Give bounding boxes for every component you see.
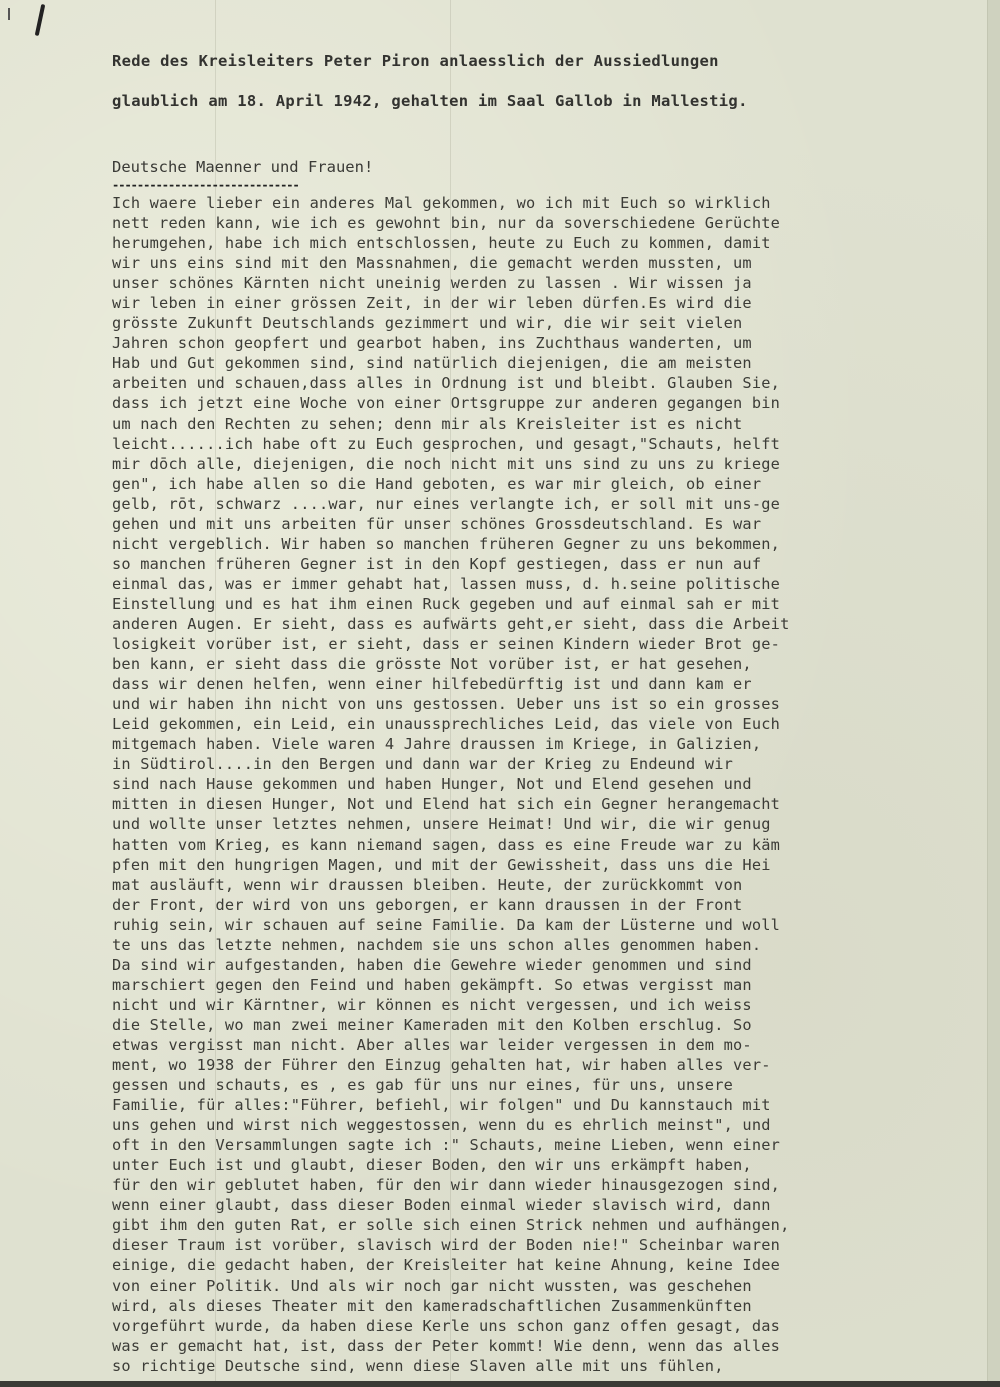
text-line: herumgehen, habe ich mich entschlossen, heute zu Euch zu kommen, damit (112, 234, 771, 253)
text-line: dass wir denen helfen, wenn einer hilfebedürftig ist und dann kam er (112, 675, 752, 694)
text-line: oft in den Versammlungen sagte ich :" Schauts, meine Lieben, wenn einer (112, 1136, 781, 1155)
salutation-underline: ------------------------------ (112, 178, 299, 192)
text-line: Hab und Gut gekommen sind, sind natürlich diejenigen, die am meisten (112, 354, 752, 373)
text-line: sind nach Hause gekommen und haben Hunger, Not und Elend gesehen und (112, 775, 752, 794)
text-line: für den wir geblutet haben, für den wir dann wieder hinausgezogen sind, (112, 1176, 781, 1195)
text-line: leicht......ich habe oft zu Euch gesprochen, und gesagt,"Schauts, helft (112, 434, 781, 453)
document-title-line-2: glaublich am 18. April 1942, gehalten im Saal Gallob in Mallestig. (112, 92, 748, 110)
text-line: vorgeführt wurde, da haben diese Kerle uns schon ganz offen gesagt, das (112, 1316, 781, 1335)
text-line: und wir haben ihn nicht von uns gestossen. Ueber uns ist so ein grosses (112, 695, 781, 714)
text-line: mitten in diesen Hunger, Not und Elend hat sich ein Gegner herangemacht (112, 795, 781, 814)
pen-mark (35, 4, 46, 36)
speech-body (112, 193, 992, 1376)
text-line: nicht und wir Kärntner, wir können es nicht vergessen, und ich weiss (112, 995, 752, 1014)
text-line: mat ausläuft, wenn wir draussen bleiben. Heute, der zurückkommt von (112, 875, 743, 894)
salutation: Deutsche Maenner und Frauen! (112, 158, 374, 176)
text-line: Familie, für alles:"Führer, befiehl, wir folgen" und Du kannstauch mit (112, 1096, 771, 1115)
text-line: und wollte unser letztes nehmen, unsere Heimat! Und wir, die wir genug (112, 815, 771, 834)
text-line: wir leben in einer grössen Zeit, in der wir leben dürfen.Es wird die (112, 294, 752, 313)
text-line: einige, die gedacht haben, der Kreisleiter hat keine Ahnung, keine Idee (112, 1256, 781, 1275)
text-line: wird, als dieses Theater mit den kameradschaftlichen Zusammenkünften (112, 1296, 752, 1315)
text-line: nett reden kann, wie ich es gewohnt bin, nur da soverschiedene Gerüchte (112, 214, 781, 233)
text-line: die Stelle, wo man zwei meiner Kameraden mit den Kolben erschlug. So (112, 1015, 752, 1034)
text-line: unser schönes Kärnten nicht uneinig werden zu lassen . Wir wissen ja (112, 274, 752, 293)
text-line: Jahren schon geopfert und gearbot haben, ins Zuchthaus wanderten, um (112, 334, 752, 353)
text-line: mir dōch alle, diejenigen, die noch nicht mit uns sind zu uns zu kriege (112, 454, 781, 473)
text-line: nicht vergeblich. Wir haben so manchen früheren Gegner zu uns bekommen, (112, 534, 781, 553)
text-line: so manchen früheren Gegner ist in den Kopf gestiegen, dass er nun auf (112, 554, 762, 573)
text-line: wir uns eins sind mit den Massnahmen, die gemacht werden mussten, um (112, 254, 752, 273)
text-line: te uns das letzte nehmen, nachdem sie uns schon alles genommen haben. (112, 935, 762, 954)
text-line: hatten vom Krieg, es kann niemand sagen, dass es eine Freude war zu käm (112, 835, 781, 854)
text-line: dass ich jetzt eine Woche von einer Ortsgruppe zur anderen gegangen bin (112, 394, 781, 413)
text-line: Da sind wir aufgestanden, haben die Gewehre wieder genommen und sind (112, 955, 752, 974)
text-line: dieser Traum ist vorüber, slavisch wird der Boden nie!" Scheinbar waren (112, 1236, 781, 1255)
text-line: mitgemach haben. Viele waren 4 Jahre draussen im Kriege, in Galizien, (112, 735, 762, 754)
text-line: Ich waere lieber ein anderes Mal gekommen, wo ich mit Euch so wirklich (112, 194, 771, 212)
text-line: losigkeit vorüber ist, er sieht, dass er seinen Kindern wieder Brot ge- (112, 635, 781, 654)
text-line: um nach den Rechten zu sehen; denn mir als Kreisleiter ist es nicht (112, 414, 743, 433)
text-line: pfen mit den hungrigen Magen, und mit der Gewissheit, dass uns die Hei (112, 855, 771, 874)
page-edge (0, 1381, 1000, 1387)
text-line: Leid gekommen, ein Leid, ein unaussprechliches Leid, das viele von Euch (112, 715, 781, 734)
text-line: der Front, der wird von uns geborgen, er kann draussen in der Front (112, 895, 743, 914)
text-line: grösste Zukunft Deutschlands gezimmert und wir, die wir seit vielen (112, 314, 743, 333)
text-line: gelb, rōt, schwarz ....war, nur eines verlangte ich, er soll mit uns-ge (112, 494, 781, 513)
text-line: etwas vergisst man nicht. Aber alles war leider vergessen in dem mo- (112, 1035, 752, 1054)
text-line: ruhig sein, wir schauen auf seine Familie. Da kam der Lüsterne und woll (112, 915, 781, 934)
text-line: so richtige Deutsche sind, wenn diese Slaven alle mit uns fühlen, (112, 1356, 724, 1375)
text-line: gessen und schauts, es , es gab für uns nur eines, für uns, unsere (112, 1076, 734, 1095)
text-line: wenn einer glaubt, dass dieser Boden einmal wieder slavisch wird, dann (112, 1196, 771, 1215)
text-line: von einer Politik. Und als wir noch gar nicht wussten, was geschehen (112, 1276, 752, 1295)
text-line: gen", ich habe allen so die Hand geboten, es war mir gleich, ob einer (112, 474, 762, 493)
text-line: marschiert gegen den Feind und haben gekämpft. So etwas vergisst man (112, 975, 752, 994)
document-title-line-1: Rede des Kreisleiters Peter Piron anlaesslich der Aussiedlungen (112, 52, 719, 70)
text-line: einmal das, was er immer gehabt hat, lassen muss, d. h.seine politische (112, 574, 781, 593)
text-line: gibt ihm den guten Rat, er solle sich einen Strick nehmen und aufhängen, (112, 1216, 790, 1235)
text-line: ben kann, er sieht dass die grösste Not vorüber ist, er hat gesehen, (112, 655, 752, 674)
text-line: anderen Augen. Er sieht, dass es aufwärts geht,er sieht, dass die Arbeit (112, 614, 790, 633)
text-line: gehen und mit uns arbeiten für unser schönes Grossdeutschland. Es war (112, 514, 762, 533)
pen-mark (8, 8, 10, 20)
text-line: unter Euch ist und glaubt, dieser Boden, den wir uns erkämpft haben, (112, 1156, 752, 1175)
text-line: uns gehen und wirst nich weggestossen, wenn du es ehrlich meinst", und (112, 1116, 771, 1135)
text-line: ment, wo 1938 der Führer den Einzug gehalten hat, wir haben alles ver- (112, 1056, 771, 1075)
text-line: arbeiten und schauen,dass alles in Ordnung ist und bleibt. Glauben Sie, (112, 374, 781, 393)
text-line: was er gemacht hat, ist, dass der Peter kommt! Wie denn, wenn das alles (112, 1336, 781, 1355)
text-line: in Südtirol....in den Bergen und dann war der Krieg zu Endeund wir (112, 755, 734, 774)
text-line: Einstellung und es hat ihm einen Ruck gegeben und auf einmal sah er mit (112, 594, 781, 613)
